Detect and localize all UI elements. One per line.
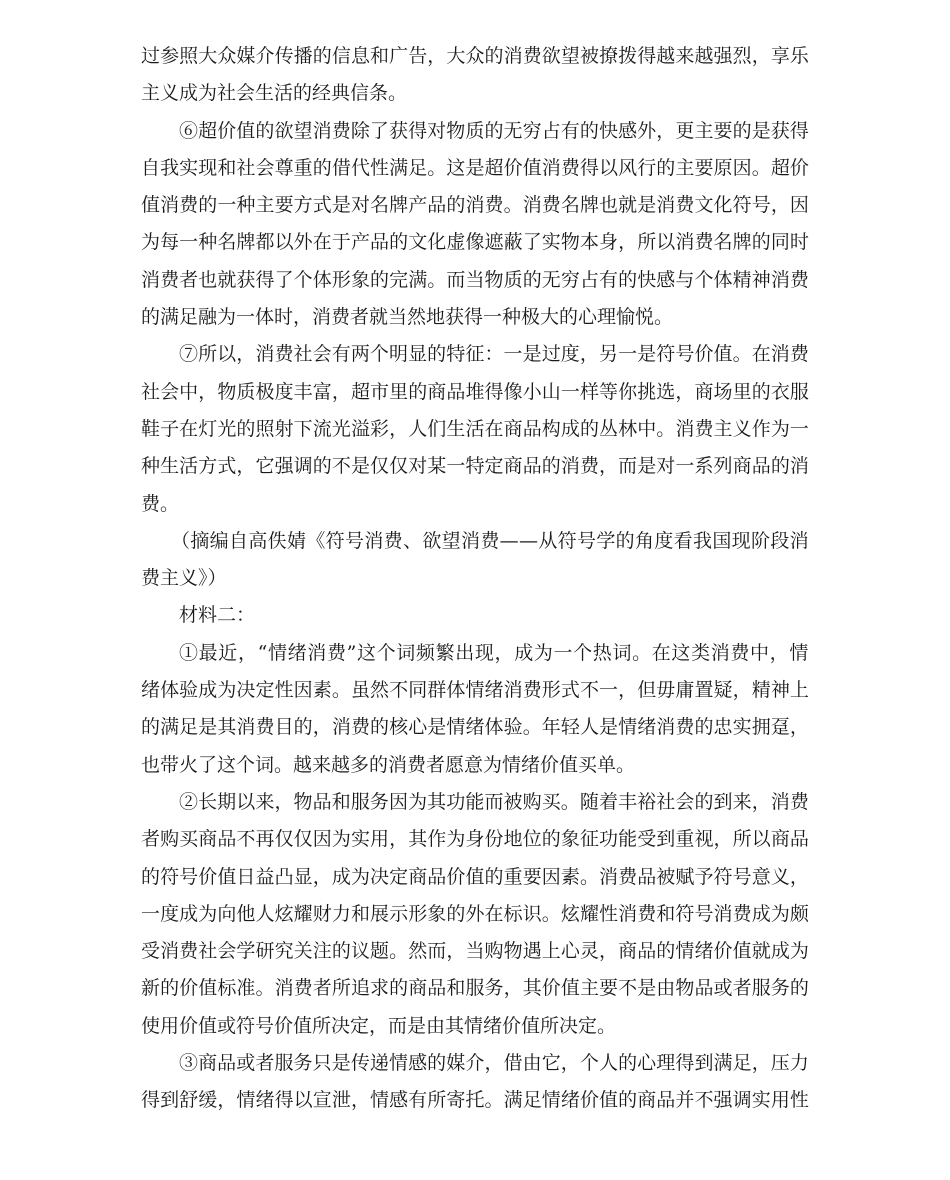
text-line: 自我实现和社会尊重的借代性满足。这是超价值消费得以风行的主要原因。超价 xyxy=(141,156,809,179)
text-line: 鞋子在灯光的照射下流光溢彩，人们生活在商品构成的丛林中。消费主义作为一 xyxy=(141,417,809,440)
text-line: 的满足融为一体时，消费者就当然地获得一种极大的心理愉悦。 xyxy=(141,306,674,329)
text-line: 也带火了这个词。越来越多的消费者愿意为情绪价值买单。 xyxy=(141,753,636,776)
text-line: 的符号价值日益凸显，成为决定商品价值的重要因素。消费品被赋予符号意义， xyxy=(141,865,809,888)
text-line: 受消费社会学研究关注的议题。然而，当购物遇上心灵，商品的情绪价值就成为 xyxy=(141,940,809,963)
text-line: ②长期以来，物品和服务因为其功能而被购买。随着丰裕社会的到来，消费 xyxy=(179,790,809,813)
text-line: 一度成为向他人炫耀财力和展示形象的外在标识。炫耀性消费和符号消费成为颇 xyxy=(141,902,809,925)
text-line: （摘编自高佚婧《符号消费、欲望消费——从符号学的角度看我国现阶段消 xyxy=(171,529,809,552)
text-line: ③商品或者服务只是传递情感的媒介，借由它，个人的心理得到满足，压力 xyxy=(179,1052,809,1075)
text-line: 种生活方式，它强调的不是仅仅对某一特定商品的消费，而是对一系列商品的消 xyxy=(141,455,809,478)
text-line: 社会中，物质极度丰富，超市里的商品堆得像小山一样等你挑选，商场里的衣服 xyxy=(141,380,809,403)
text-line: 费。 xyxy=(141,492,180,515)
text-line: ①最近，“情绪消费”这个词频繁出现，成为一个热词。在这类消费中，情 xyxy=(179,641,809,664)
text-line: 材料二： xyxy=(179,604,256,627)
text-line: 主义成为社会生活的经典信条。 xyxy=(141,82,408,105)
text-line: 新的价值标准。消费者所追求的商品和服务，其价值主要不是由物品或者服务的 xyxy=(141,977,809,1000)
text-line: 者购买商品不再仅仅因为实用，其作为身份地位的象征功能受到重视，所以商品 xyxy=(141,828,809,851)
text-line: 过参照大众媒介传播的信息和广告，大众的消费欲望被撩拨得越来越强烈，享乐 xyxy=(141,45,809,67)
text-line: 值消费的一种主要方式是对名牌产品的消费。消费名牌也就是消费文化符号，因 xyxy=(141,194,809,217)
text-line: 使用价值或符号价值所决定，而是由其情绪价值所决定。 xyxy=(141,1014,617,1037)
text-line: ⑦所以，消费社会有两个明显的特征：一是过度，另一是符号价值。在消费 xyxy=(179,343,809,366)
text-line: ⑥超价值的欲望消费除了获得对物质的无穷占有的快感外，更主要的是获得 xyxy=(179,119,809,142)
text-line: 消费者也就获得了个体形象的完满。而当物质的无穷占有的快感与个体精神消费 xyxy=(141,268,809,291)
text-line: 的满足是其消费目的，消费的核心是情绪体验。年轻人是情绪消费的忠实拥趸， xyxy=(141,716,809,739)
text-line: 费主义》） xyxy=(141,567,227,590)
text-line: 为每一种名牌都以外在于产品的文化虚像遮蔽了实物本身，所以消费名牌的同时 xyxy=(141,231,809,254)
text-line: 绪体验成为决定性因素。虽然不同群体情绪消费形式不一，但毋庸置疑，精神上 xyxy=(141,679,809,702)
text-line: 得到舒缓，情绪得以宣泄，情感有所寄托。满足情绪价值的商品并不强调实用性 xyxy=(141,1089,809,1112)
document-body xyxy=(141,38,809,1120)
